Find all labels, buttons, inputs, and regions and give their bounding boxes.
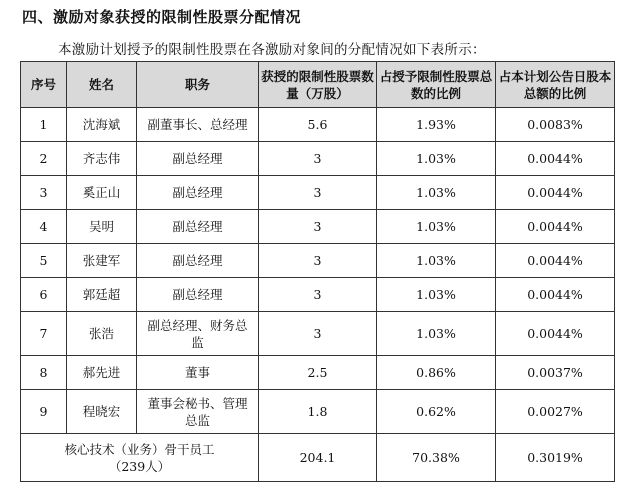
summary-label-text: 核心技术（业务）骨干员工（239人）	[64, 441, 215, 474]
cell-position: 副董事长、总经理	[137, 108, 259, 142]
cell-pct-grant: 0.62%	[377, 390, 496, 434]
cell-shares: 3	[259, 142, 377, 176]
table-row	[21, 390, 615, 434]
cell-position-text: 副总经理、财务总监	[147, 317, 248, 350]
summary-shares: 204.1	[259, 434, 377, 482]
table-row	[21, 210, 615, 244]
cell-pct-total: 0.0044%	[496, 176, 615, 210]
table-row	[21, 108, 615, 142]
cell-index: 7	[21, 312, 67, 356]
cell-pct-grant: 0.86%	[377, 356, 496, 390]
cell-position	[137, 390, 259, 434]
cell-position: 副总经理	[137, 176, 259, 210]
cell-name: 张建军	[67, 244, 137, 278]
cell-index: 1	[21, 108, 67, 142]
cell-name: 沈海斌	[67, 108, 137, 142]
header-index: 序号	[21, 62, 67, 108]
cell-pct-grant: 1.03%	[377, 278, 496, 312]
cell-name: 奚正山	[67, 176, 137, 210]
cell-index: 2	[21, 142, 67, 176]
cell-index: 9	[21, 390, 67, 434]
cell-pct-total: 0.0044%	[496, 244, 615, 278]
summary-row	[21, 434, 615, 482]
cell-pct-total: 0.0044%	[496, 142, 615, 176]
summary-pct-grant: 70.38%	[377, 434, 496, 482]
header-shares: 获授的限制性股票数量（万股）	[259, 62, 377, 108]
cell-name: 张浩	[67, 312, 137, 356]
cell-index: 8	[21, 356, 67, 390]
cell-pct-grant: 1.03%	[377, 210, 496, 244]
cell-pct-grant: 1.03%	[377, 142, 496, 176]
cell-pct-grant: 1.93%	[377, 108, 496, 142]
section-heading: 四、激励对象获授的限制性股票分配情况	[22, 8, 302, 26]
cell-pct-total: 0.0083%	[496, 108, 615, 142]
cell-shares: 3	[259, 244, 377, 278]
cell-pct-total: 0.0044%	[496, 210, 615, 244]
cell-pct-grant: 1.03%	[377, 244, 496, 278]
summary-pct-total: 0.3019%	[496, 434, 615, 482]
cell-name: 吴明	[67, 210, 137, 244]
allocation-table	[20, 61, 615, 482]
cell-pct-total: 0.0044%	[496, 312, 615, 356]
cell-name: 郭廷超	[67, 278, 137, 312]
header-pct-grant: 占授予限制性股票总数的比例	[377, 62, 496, 108]
cell-position: 副总经理	[137, 244, 259, 278]
cell-name: 程晓宏	[67, 390, 137, 434]
cell-pct-grant: 1.03%	[377, 312, 496, 356]
cell-position: 董事	[137, 356, 259, 390]
cell-pct-grant: 1.03%	[377, 176, 496, 210]
table-row	[21, 176, 615, 210]
cell-shares: 3	[259, 210, 377, 244]
cell-position-text: 董事会秘书、管理总监	[147, 395, 248, 428]
cell-index: 6	[21, 278, 67, 312]
cell-position: 副总经理	[137, 278, 259, 312]
cell-position	[137, 312, 259, 356]
table-row	[21, 142, 615, 176]
cell-shares: 1.8	[259, 390, 377, 434]
table-row	[21, 244, 615, 278]
table-row	[21, 278, 615, 312]
table-row	[21, 312, 615, 356]
cell-shares: 5.6	[259, 108, 377, 142]
cell-pct-total: 0.0044%	[496, 278, 615, 312]
cell-position: 副总经理	[137, 210, 259, 244]
cell-name: 郝先进	[67, 356, 137, 390]
header-pct-total: 占本计划公告日股本总额的比例	[496, 62, 615, 108]
cell-shares: 3	[259, 312, 377, 356]
cell-shares: 3	[259, 278, 377, 312]
intro-paragraph: 本激励计划授予的限制性股票在各激励对象间的分配情况如下表所示：	[58, 42, 486, 58]
cell-pct-total: 0.0037%	[496, 356, 615, 390]
table-row	[21, 356, 615, 390]
cell-shares: 3	[259, 176, 377, 210]
header-position: 职务	[137, 62, 259, 108]
cell-position: 副总经理	[137, 142, 259, 176]
cell-index: 5	[21, 244, 67, 278]
header-name: 姓名	[67, 62, 137, 108]
cell-shares: 2.5	[259, 356, 377, 390]
table-header-row	[21, 62, 615, 108]
cell-index: 4	[21, 210, 67, 244]
summary-label	[21, 434, 259, 482]
cell-index: 3	[21, 176, 67, 210]
cell-name: 齐志伟	[67, 142, 137, 176]
cell-pct-total: 0.0027%	[496, 390, 615, 434]
